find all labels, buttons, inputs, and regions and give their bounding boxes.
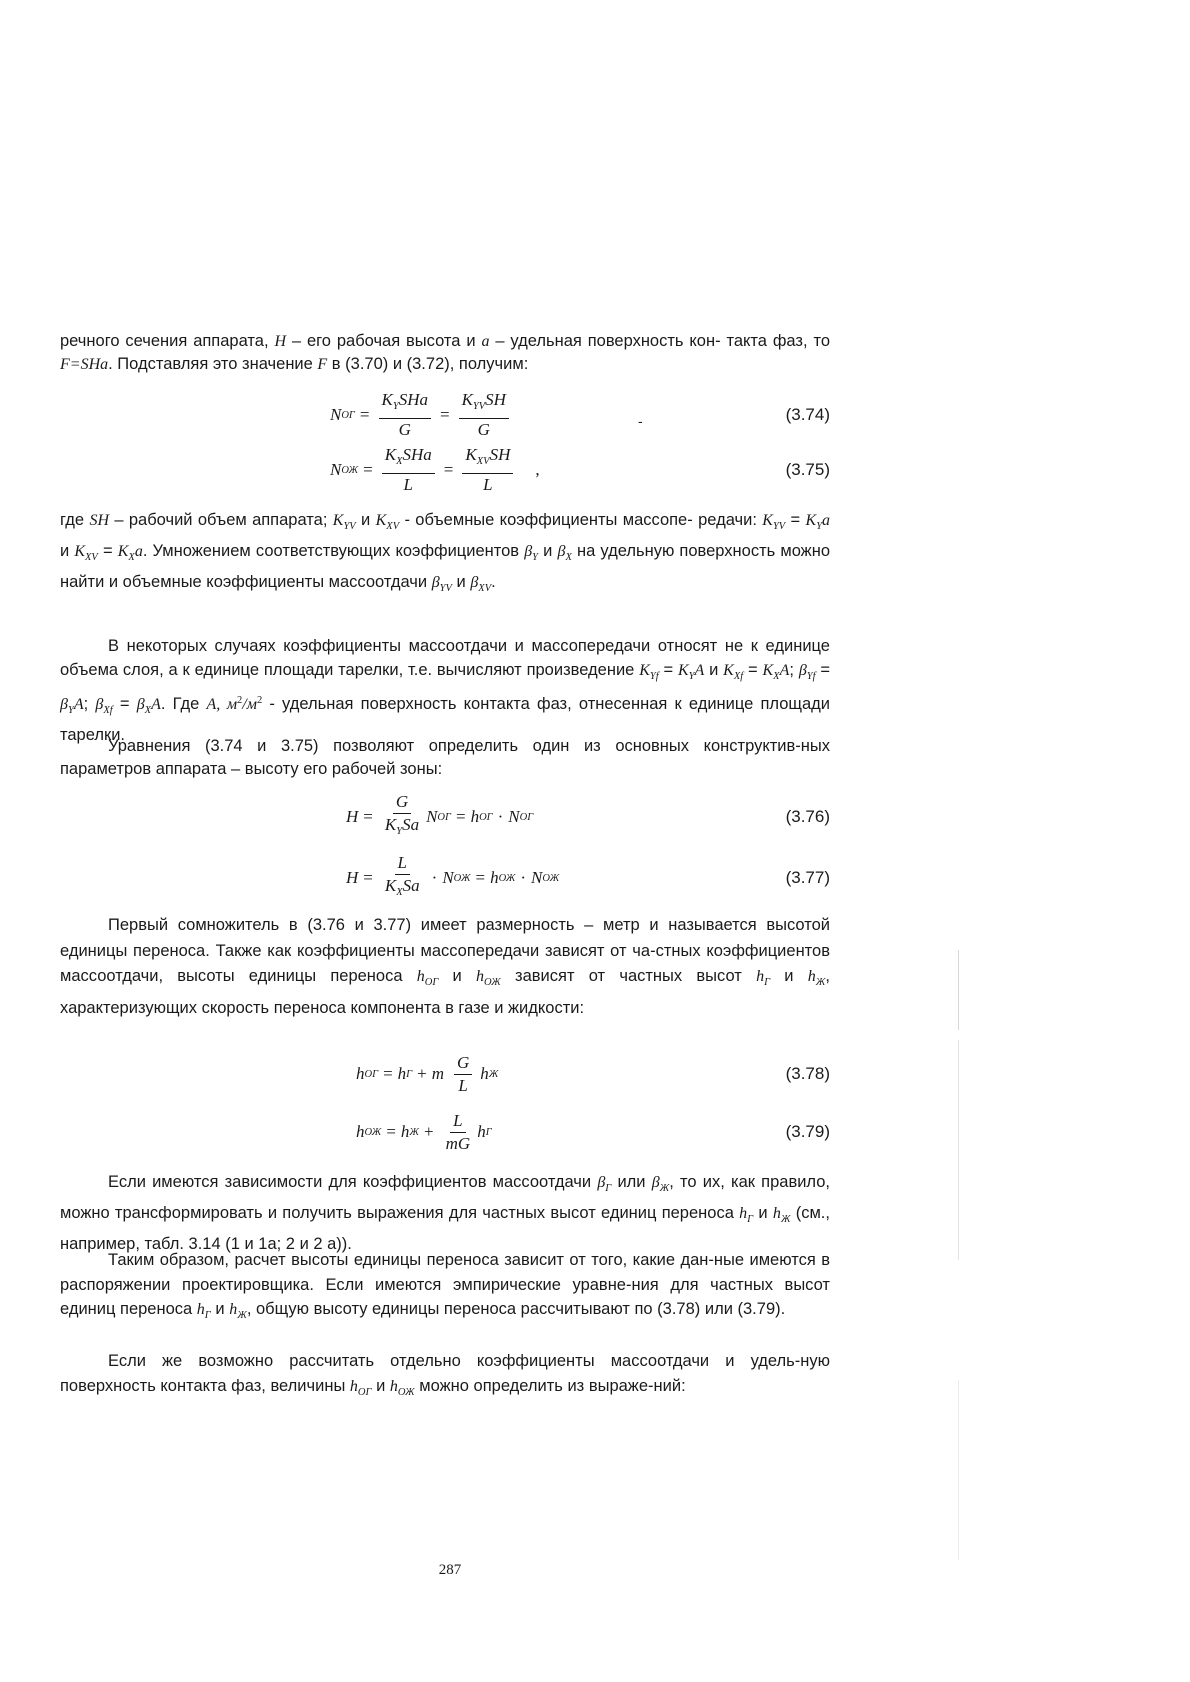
equation-3-78 (60, 1044, 830, 1104)
paragraph-8-text: Если же возможно рассчитать отдельно коэффициенты массоотдачи и удель-ную поверхность контакта фаз, величины $h_{ОГ}$ и $h_{ОЖ}$ можно определить из выраже-ний: (60, 1352, 830, 1398)
equation-3-79-formula: h ОЖ = h Ж + $\frac{L}{mG}$ h Г (356, 1110, 492, 1153)
equation-3-75-formula: N ОЖ = $\frac{K_XSHa}{L}$ = $\frac{K_{XV}SH}{L}$ , (330, 445, 540, 494)
paragraph-2-text: где SH – рабочий объем аппарата; $K_{YV}$ и $K_{XV}$ - объемные коэффициенты массопе- редачи: $K_{YV} = K_Ya$ и $K_{XV} = K_Xa$. Умножением соответствующих коэффициентов $\beta_Y$ и $\beta_X$ на удельную поверхность можно найти и объемные коэффициенты массоотдачи $\beta_{YV}$ и $\beta_{XV}$. (60, 511, 831, 594)
equation-3-76 (60, 787, 830, 847)
paragraph-4 (60, 735, 830, 781)
paragraph-8 (60, 1349, 830, 1405)
equation-number: (3.76) (785, 807, 830, 826)
scan-artifact-line (958, 1380, 959, 1560)
paragraph-7 (60, 1248, 830, 1329)
paragraph-1 (60, 330, 830, 376)
paragraph-3-text: В некоторых случаях коэффициенты массоотдачи и массопередачи относят не к единице объема слоя, а к единице площади тарелки, т.е. вычисляют произведение $K_{Yf} = K_YA$ и $K_{Xf} = K_XA$; $\beta_{Yf} = \beta_YA$; $\beta_{Xf} = \beta_XA$. Где A, $м^2/м^2$ - удельная поверхность контакта фаз, отнесенная к единице площади тарелки. (60, 637, 831, 744)
paragraph-7-text: Таким образом, расчет высоты единицы переноса зависит от того, какие дан-ные имеются в распоряжении проектировщика. Если имеются эмпирические уравне-ния для частных высот единиц переноса $h_Г$ и $h_Ж$, общую высоту единицы переноса рассчитывают по (3.78) или (3.79). (60, 1251, 830, 1321)
equation-3-74-formula: N ОГ = $\frac{K_YSHa}{G}$ = $\frac{K_{YV}SH}{G}$ (330, 385, 513, 445)
equation-3-76-formula: H = $\frac{G}{K_YSa}$ N ОГ = h ОГ · N ОГ (346, 792, 534, 837)
scan-artifact-line (958, 950, 959, 1030)
scan-artifact-dash: - (638, 413, 643, 429)
equation-number: (3.77) (785, 868, 830, 887)
paragraph-1-text: речного сечения аппарата, H – его рабочая высота и a – удельная поверхность кон- такта фаз, то F=SHa. Подставляя это значение F в (3.70) и (3.72), получим: (60, 332, 830, 373)
paragraph-5 (60, 913, 830, 1021)
equation-number: (3.78) (785, 1064, 830, 1083)
equation-number: (3.79) (785, 1122, 830, 1141)
equation-number: (3.74) (785, 405, 830, 424)
paragraph-5-text: Первый сомножитель в (3.76 и 3.77) имеет размерность – метр и называется высотой единицы переноса. Также как коэффициенты массопередачи зависят от ча-стных коэффициентов массоотдачи, высоты единицы переноса $h_{ОГ}$ и $h_{ОЖ}$ зависят от частных высот $h_Г$ и $h_Ж$, характеризующих скорость переноса компонента в газе и жидкости: (60, 916, 830, 1017)
page-number: 287 (438, 1562, 462, 1578)
paragraph-3 (60, 634, 830, 747)
paragraph-4-text: Уравнения (3.74 и 3.75) позволяют определить один из основных конструктив-ных параметров аппарата – высоту его рабочей зоны: (60, 737, 830, 778)
equation-3-77-formula: H = $\frac{L}{K_XSa}$ · N ОЖ = h ОЖ · N ОЖ (346, 853, 560, 898)
equation-3-75 (60, 440, 830, 500)
equation-number: (3.75) (785, 460, 830, 479)
equation-3-78-formula: h ОГ = h Г + m $\frac{G}{L}$ h Ж (356, 1052, 499, 1095)
scan-artifact-line (958, 1040, 959, 1260)
paragraph-6 (60, 1170, 830, 1257)
paragraph-2 (60, 508, 830, 601)
paragraph-6-text: Если имеются зависимости для коэффициентов массоотдачи $\beta_Г$ или $\beta_Ж$, то их, как правило, можно трансформировать и получить выражения для частных высот единиц переноса $h_Г$ и $h_Ж$ (см., например, табл. 3.14 (1 и 1а; 2 и 2 а)). (60, 1173, 831, 1253)
equation-3-79 (60, 1102, 830, 1162)
equation-3-74 (60, 385, 830, 445)
equation-3-77 (60, 848, 830, 908)
